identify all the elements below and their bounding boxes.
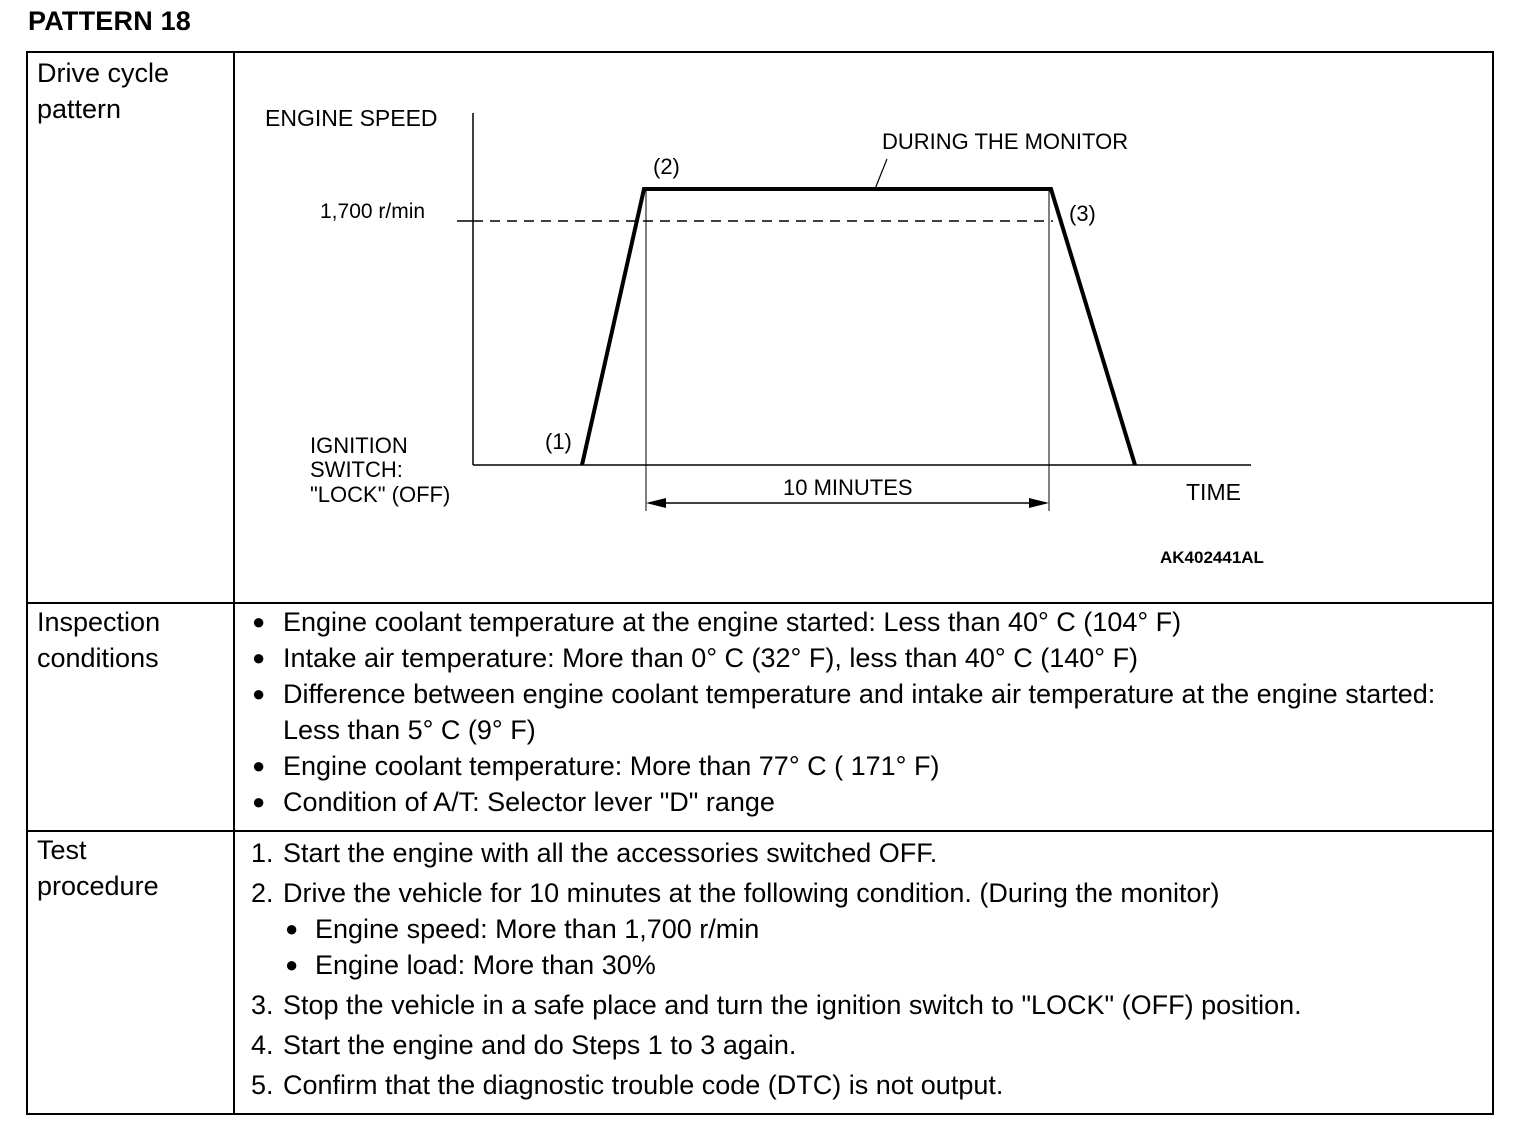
procedure-sub-item: ● Engine speed: More than 1,700 r/min [249, 911, 1302, 947]
x-axis-label: TIME [1186, 479, 1241, 505]
point-1-label: (1) [545, 429, 572, 454]
duration-label: 10 MINUTES [783, 475, 913, 500]
procedure-sub-item: ● Engine load: More than 30% [249, 947, 1302, 983]
inspection-conditions-list [249, 604, 1479, 820]
pattern-table [26, 51, 1494, 1115]
point-2-label: (2) [653, 154, 680, 179]
list-item: ● Engine coolant temperature at the engine started: Less than 40° C (104° F) [249, 604, 1479, 640]
bullet-icon: ● [252, 789, 266, 814]
procedure-step-2: 2. Drive the vehicle for 10 minutes at the following condition. (During the monitor) [251, 878, 1220, 908]
procedure-step-1: 1. Start the engine with all the accessories switched OFF. [251, 838, 938, 868]
page-title: PATTERN 18 [28, 6, 192, 36]
ignition-label-line-2: SWITCH: [310, 457, 403, 482]
monitor-label: DURING THE MONITOR [882, 129, 1129, 154]
bullet-icon: ● [285, 916, 299, 941]
bullet-icon: ● [252, 681, 266, 706]
procedure-step-5: 5. Confirm that the diagnostic trouble code (DTC) is not output. [251, 1070, 1004, 1100]
monitor-leader-line [875, 159, 887, 189]
list-item: ● Engine coolant temperature: More than 77° C ( 171° F) [249, 748, 1479, 784]
bullet-icon: ● [252, 609, 266, 634]
row-divider-2 [28, 830, 1492, 832]
threshold-label: 1,700 r/min [320, 200, 426, 223]
drive-cycle-label: Drive cycle pattern [37, 58, 170, 124]
list-item: ● Intake air temperature: More than 0° C (32° F), less than 40° C (140° F) [249, 640, 1479, 676]
bullet-icon: ● [252, 753, 266, 778]
y-axis-label: ENGINE SPEED [265, 105, 438, 131]
figure-code: AK402441AL [1160, 548, 1264, 567]
arrow-head-left [646, 498, 666, 508]
bullet-icon: ● [285, 952, 299, 977]
bullet-icon: ● [252, 645, 266, 670]
list-item: ● Condition of A/T: Selector lever "D" range [249, 784, 1479, 820]
test-procedure-steps [249, 835, 1302, 1103]
ignition-label-line-1: IGNITION [310, 433, 408, 458]
list-item: ● Difference between engine coolant temperature and intake air temperature at the engine started: Less than 5° C (9° F) [249, 676, 1479, 748]
point-3-label: (3) [1069, 201, 1096, 226]
inspection-label: Inspection conditions [37, 607, 161, 673]
speed-profile-line [582, 189, 1135, 465]
procedure-step-3: 3. Stop the vehicle in a safe place and turn the ignition switch to "LOCK" (OFF) position. [251, 990, 1302, 1020]
test-procedure-label: Test procedure [37, 835, 159, 901]
ignition-label-line-3: "LOCK" (OFF) [310, 482, 451, 507]
procedure-step-4: 4. Start the engine and do Steps 1 to 3 again. [251, 1030, 797, 1060]
drive-cycle-diagram [235, 53, 1490, 601]
arrow-head-right [1029, 498, 1049, 508]
